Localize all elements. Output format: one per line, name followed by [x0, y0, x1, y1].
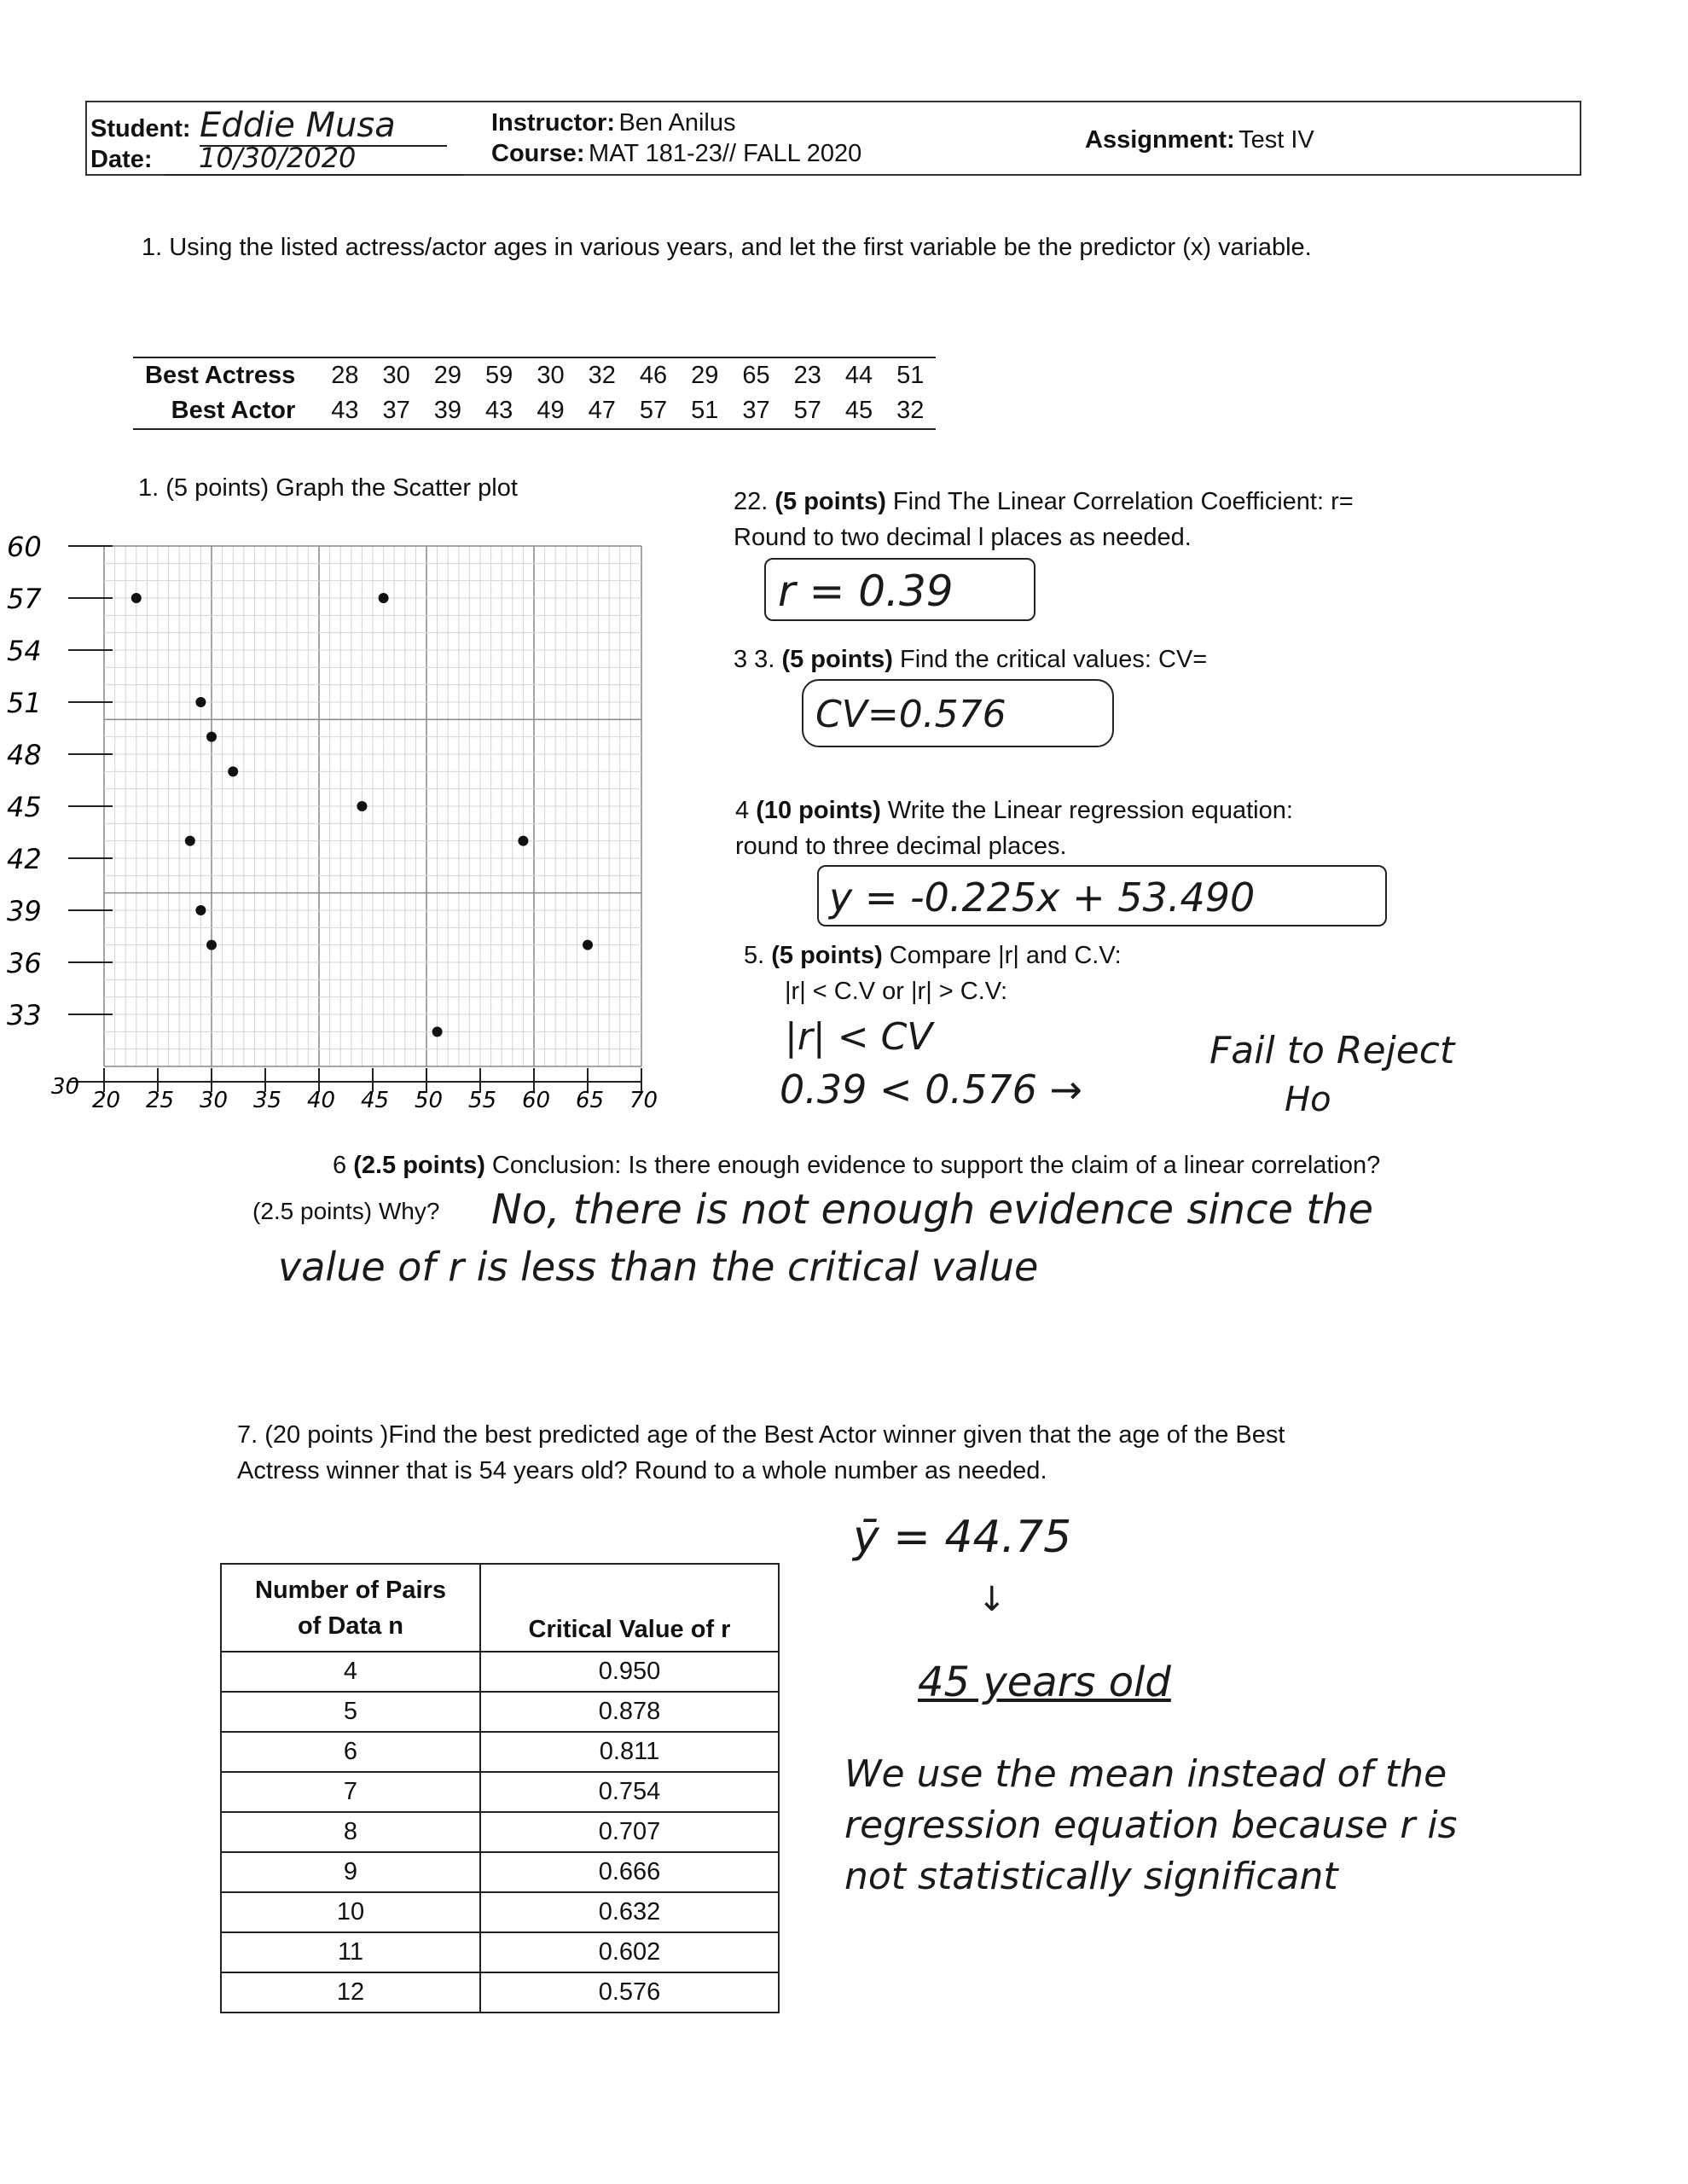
- y-tick-label: 36: [7, 947, 42, 979]
- student-label: Student:: [90, 115, 191, 142]
- cell: 32: [588, 362, 616, 389]
- table-row: [221, 1852, 779, 1892]
- cell: 45: [844, 397, 873, 424]
- cell: 57: [793, 397, 821, 424]
- cv-value: 0.754: [480, 1772, 779, 1812]
- q6-prefix: 6: [333, 1152, 354, 1179]
- table-row: [221, 1932, 779, 1972]
- cell: 65: [742, 362, 770, 389]
- scatter-point: [432, 1026, 443, 1037]
- cv-value: 0.950: [480, 1652, 779, 1692]
- q5-points: (5 points): [771, 942, 883, 969]
- instructor-row: [491, 109, 736, 137]
- row-label: Best Actor: [171, 397, 296, 424]
- data-row-actor: [133, 393, 936, 429]
- data-table-wrap: [133, 357, 936, 430]
- y-tick-label: 48: [7, 739, 42, 771]
- y-tick-label: 39: [7, 895, 42, 927]
- cv-value: 0.811: [480, 1732, 779, 1772]
- x-tick-label: 65: [576, 1088, 605, 1113]
- scatter-point: [357, 801, 367, 811]
- q5-body: Compare |r| and C.V:: [882, 942, 1122, 969]
- q5-text: [744, 942, 1122, 970]
- cv-value: 0.707: [480, 1812, 779, 1852]
- q1-text: 1. (5 points) Graph the Scatter plot: [138, 474, 518, 502]
- scatter-point: [228, 766, 238, 776]
- y-tick-label: 45: [7, 791, 42, 823]
- q2-text: [734, 488, 1354, 516]
- q6-answer-line2: value of r is less than the critical value: [278, 1244, 1039, 1290]
- data-row-actress: [133, 357, 936, 393]
- scatter-point: [206, 940, 217, 950]
- q3-answer: CV=0.576: [802, 679, 1114, 747]
- cv-header-n-line2: of Data n: [297, 1612, 404, 1640]
- q5-text2: |r| < C.V or |r| > C.V:: [785, 978, 1008, 1005]
- y-tick-label: 60: [7, 531, 42, 563]
- cv-value: 0.878: [480, 1692, 779, 1732]
- x-tick-label: 35: [253, 1088, 282, 1113]
- q7-text2: Actress winner that is 54 years old? Round to a whole number as needed.: [237, 1457, 1047, 1484]
- x-tick-label: 70: [629, 1088, 658, 1113]
- scatter-point: [583, 940, 593, 950]
- table-row: [221, 1732, 779, 1772]
- x-tick-label: 40: [307, 1088, 336, 1113]
- data-table: [133, 357, 936, 430]
- x-tick-label: 45: [361, 1088, 390, 1113]
- q4-prefix: 4: [735, 797, 757, 824]
- cell: 32: [896, 397, 925, 424]
- cv-header-n-line1: Number of Pairs: [255, 1576, 446, 1604]
- q5-answer-values: 0.39 < 0.576 →: [780, 1066, 1083, 1112]
- table-row: [221, 1652, 779, 1692]
- x-tick-label: 20: [92, 1088, 121, 1113]
- scatter-point: [379, 593, 389, 603]
- course-label: Course:: [491, 140, 585, 167]
- cell: 39: [433, 397, 462, 424]
- date-row: [90, 142, 463, 176]
- scatter-point: [195, 905, 206, 915]
- cv-header-r: Critical Value of r: [480, 1564, 779, 1652]
- cell: 29: [691, 362, 719, 389]
- x-tick-label: 55: [468, 1088, 497, 1113]
- assignment-row: [1085, 126, 1314, 154]
- q3-body: Find the critical values: CV=: [892, 646, 1208, 673]
- x-tick-label: 30: [200, 1088, 229, 1113]
- scatter-plot: [0, 529, 699, 1126]
- q6-body: Conclusion: Is there enough evidence to support the claim of a linear correlation?: [484, 1152, 1381, 1179]
- q4-text2: round to three decimal places.: [735, 833, 1067, 860]
- q4-answer: y = -0.225x + 53.490: [817, 865, 1387, 926]
- q4-body: Write the Linear regression equation:: [880, 797, 1293, 824]
- y-tick-label: 51: [7, 687, 42, 719]
- cell: 37: [742, 397, 770, 424]
- q3-points: (5 points): [781, 646, 893, 673]
- y-ticks: [7, 531, 113, 1031]
- x-tick-label: 50: [415, 1088, 444, 1113]
- cv-n: 4: [221, 1652, 480, 1692]
- table-row: [221, 1812, 779, 1852]
- cell: 57: [639, 397, 668, 424]
- cell: 46: [639, 362, 668, 389]
- cv-value: 0.576: [480, 1972, 779, 2013]
- q7-answer-reason3: not statistically significant: [844, 1855, 1338, 1898]
- y-tick-label: 42: [7, 843, 42, 875]
- cell: 51: [691, 397, 719, 424]
- q7-arrow: ↓: [977, 1580, 1006, 1619]
- q6-text: [333, 1152, 1380, 1180]
- cv-table-wrap: [220, 1563, 780, 2013]
- cv-header-n: [221, 1564, 480, 1652]
- q2-prefix: 22.: [734, 488, 775, 515]
- q5-answer-decision: Fail to Reject: [1209, 1029, 1455, 1072]
- student-name: Eddie Musa: [200, 106, 447, 147]
- cell: 23: [793, 362, 821, 389]
- course-row: [491, 140, 861, 168]
- table-row: [221, 1692, 779, 1732]
- q6-points: (2.5 points): [353, 1152, 485, 1179]
- date-value: 10/30/2020: [165, 142, 463, 176]
- scatter-point: [206, 732, 217, 742]
- cell: 29: [433, 362, 462, 389]
- cv-value: 0.666: [480, 1852, 779, 1892]
- instructor-label: Instructor:: [491, 109, 615, 136]
- cv-n: 5: [221, 1692, 480, 1732]
- scatter-point: [195, 697, 206, 707]
- x-tick-label: 60: [522, 1088, 551, 1113]
- cell: 37: [382, 397, 410, 424]
- cell: 47: [588, 397, 616, 424]
- q7-answer-mean: ȳ = 44.75: [853, 1512, 1072, 1563]
- q2-points: (5 points): [774, 488, 886, 515]
- cell: 28: [331, 362, 359, 389]
- y-tick-label: 33: [7, 999, 42, 1031]
- q5-prefix: 5.: [744, 942, 772, 969]
- cv-value: 0.632: [480, 1892, 779, 1932]
- scatter-point: [185, 836, 195, 846]
- cell: 49: [537, 397, 565, 424]
- q5-answer-h0: Ho: [1285, 1080, 1331, 1119]
- assignment-name: Test IV: [1238, 126, 1314, 154]
- cell: 43: [485, 397, 513, 424]
- row-label: Best Actress: [145, 362, 296, 389]
- origin-label: 30: [51, 1074, 80, 1100]
- q6-why: (2.5 points) Why?: [252, 1198, 440, 1224]
- q4-text: [735, 797, 1293, 825]
- cell: 59: [485, 362, 513, 389]
- cell: 43: [331, 397, 359, 424]
- course-name: MAT 181-23// FALL 2020: [589, 140, 862, 167]
- cv-header-row: [221, 1564, 779, 1652]
- cell: 30: [382, 362, 410, 389]
- q2-body: Find The Linear Correlation Coefficient: r=: [885, 488, 1354, 515]
- cv-n: 10: [221, 1892, 480, 1932]
- plot-grid: [104, 546, 641, 1066]
- q3-text: [734, 646, 1207, 674]
- y-tick-label: 57: [7, 583, 42, 615]
- q7-answer-reason2: regression equation because r is: [844, 1804, 1458, 1847]
- instructor-name: Ben Anilus: [618, 109, 736, 136]
- date-label: Date:: [90, 146, 153, 173]
- table-row: [221, 1772, 779, 1812]
- cv-n: 7: [221, 1772, 480, 1812]
- q2-text2: Round to two decimal l places as needed.: [734, 524, 1192, 551]
- cv-table: [220, 1563, 780, 2013]
- y-tick-label: 54: [7, 635, 42, 667]
- q6-answer-line1: No, there is not enough evidence since the: [491, 1186, 1374, 1234]
- x-ticks: [51, 1068, 658, 1113]
- q4-points: (10 points): [756, 797, 881, 824]
- q5-answer-compare: |r| < CV: [785, 1015, 933, 1059]
- cell: 30: [537, 362, 565, 389]
- x-tick-label: 25: [146, 1088, 175, 1113]
- scatter-point: [131, 593, 142, 603]
- q3-prefix: 3 3.: [734, 646, 782, 673]
- cv-n: 12: [221, 1972, 480, 2013]
- q7-text: 7. (20 points )Find the best predicted age of the Best Actor winner given that the age of the Best: [237, 1421, 1285, 1449]
- q7-answer-age: 45 years old: [918, 1658, 1171, 1706]
- table-row: [221, 1892, 779, 1932]
- table-row: [221, 1972, 779, 2013]
- cv-n: 9: [221, 1852, 480, 1892]
- cell: 51: [896, 362, 925, 389]
- assignment-label: Assignment:: [1085, 126, 1235, 154]
- cv-value: 0.602: [480, 1932, 779, 1972]
- cell: 44: [844, 362, 873, 389]
- student-row: [90, 106, 447, 147]
- intro-text: 1. Using the listed actress/actor ages in various years, and let the first variable be the predictor (x) variable.: [142, 234, 1312, 261]
- cv-n: 8: [221, 1812, 480, 1852]
- q7-answer-reason1: We use the mean instead of the: [844, 1752, 1447, 1796]
- q2-answer: r = 0.39: [764, 558, 1035, 621]
- scatter-point: [518, 836, 528, 846]
- cv-n: 6: [221, 1732, 480, 1772]
- cv-n: 11: [221, 1932, 480, 1972]
